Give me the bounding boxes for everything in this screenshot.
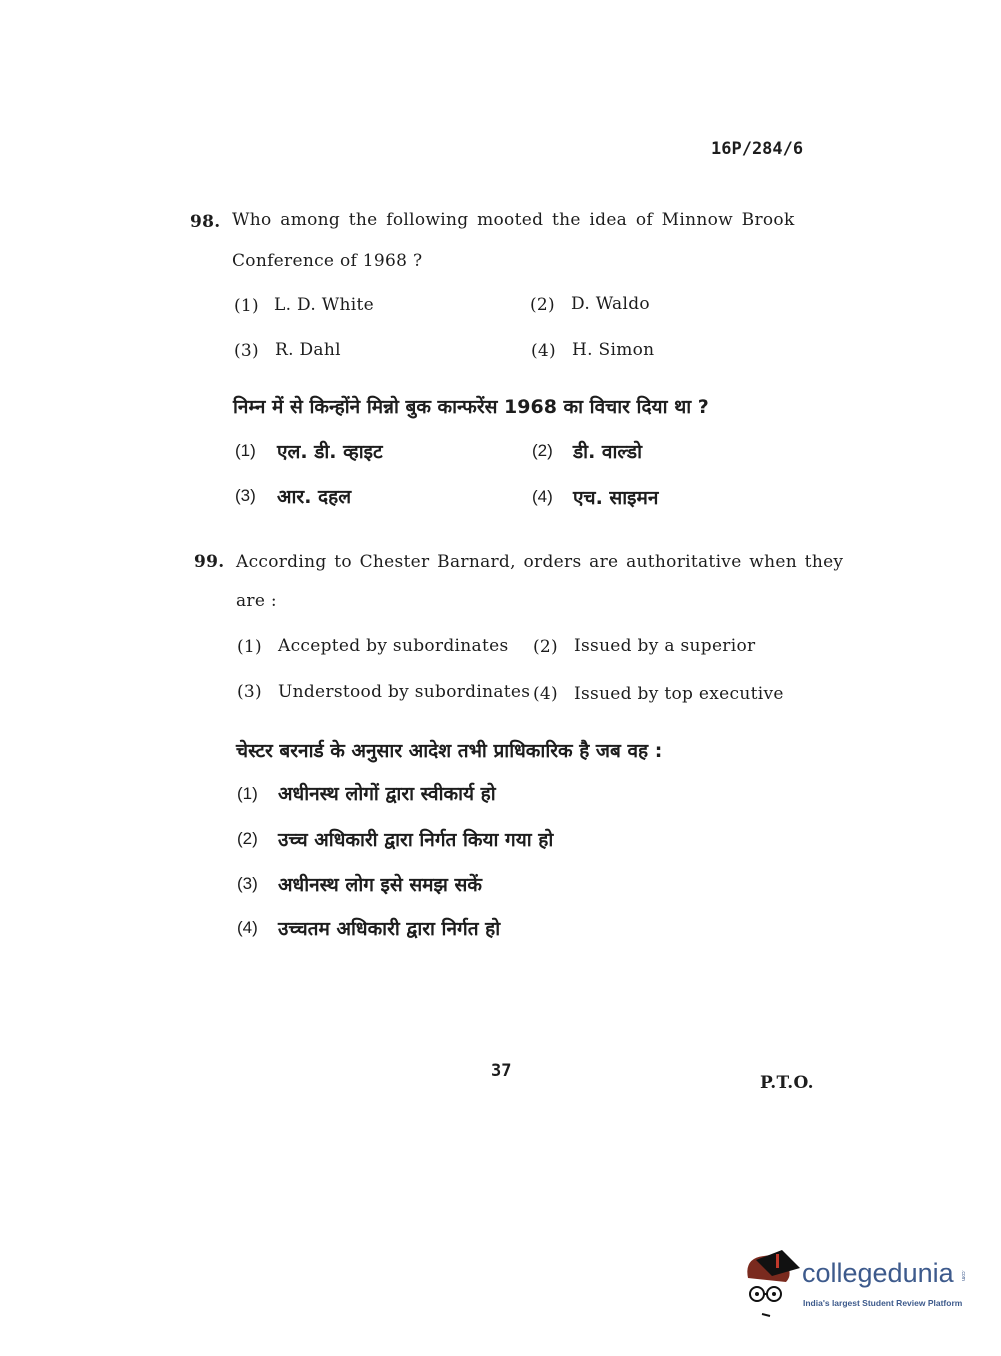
logo-domain: .com <box>960 1270 966 1281</box>
hindi-option-text: अधीनस्थ लोग इसे समझ सकें <box>278 874 482 896</box>
option-number: (3) <box>237 682 262 702</box>
question-text: are : <box>236 591 277 611</box>
logo-tagline: India's largest Student Review Platform <box>803 1298 963 1308</box>
question-number: 99. <box>194 552 225 572</box>
hindi-option-text: एच. साइमन <box>573 487 659 509</box>
option-text: Issued by a superior <box>574 636 756 656</box>
option-number: (1) <box>237 637 262 657</box>
hindi-question-text: चेस्टर बरनार्ड के अनुसार आदेश तभी प्राधिकारिक है जब वह : <box>236 740 663 762</box>
option-text: R. Dahl <box>275 340 341 360</box>
question-number: 98. <box>190 212 221 232</box>
option-number: (1) <box>234 296 259 316</box>
hindi-option-text: उच्च अधिकारी द्वारा निर्गत किया गया हो <box>278 829 554 851</box>
option-number: (1) <box>237 784 258 803</box>
option-number: (4) <box>237 918 258 937</box>
question-text: Who among the following mooted the idea of Minnow Brook <box>232 210 795 230</box>
question-text: According to Chester Barnard, orders are authoritative when they <box>236 552 844 572</box>
option-number: (4) <box>533 684 558 704</box>
option-text: D. Waldo <box>571 294 650 314</box>
logo-brand: collegedunia <box>802 1258 954 1288</box>
option-number: (2) <box>530 295 555 315</box>
hindi-question-text: निम्न में से किन्होंने मिन्नो बुक कान्फरेंस 1968 का विचार दिया था ? <box>233 396 709 418</box>
hindi-option-text: उच्चतम अधिकारी द्वारा निर्गत हो <box>278 918 501 940</box>
option-text: Accepted by subordinates <box>278 636 509 656</box>
hindi-option-text: आर. दहल <box>277 486 352 508</box>
option-text: Understood by subordinates <box>278 682 531 702</box>
option-text: Issued by top executive <box>574 684 784 704</box>
paper-code: 16P/284/6 <box>711 139 804 159</box>
option-number: (2) <box>237 829 258 848</box>
question-text: Conference of 1968 ? <box>232 251 423 271</box>
option-number: (1) <box>235 441 256 460</box>
page-number: 37 <box>491 1061 512 1081</box>
hindi-option-text: डी. वाल्डो <box>573 441 642 463</box>
option-text: L. D. White <box>274 295 374 315</box>
mascot-icon <box>742 1248 802 1318</box>
option-number: (4) <box>532 487 553 506</box>
option-number: (2) <box>532 441 553 460</box>
option-text: H. Simon <box>572 340 655 360</box>
option-number: (4) <box>531 341 556 361</box>
collegedunia-logo <box>742 1248 968 1318</box>
option-number: (3) <box>234 341 259 361</box>
option-number: (3) <box>237 874 258 893</box>
hindi-option-text: अधीनस्थ लोगों द्वारा स्वीकार्य हो <box>278 783 496 805</box>
pto-label: P.T.O. <box>760 1073 814 1093</box>
option-number: (3) <box>235 486 256 505</box>
option-number: (2) <box>533 637 558 657</box>
hindi-option-text: एल. डी. व्हाइट <box>277 441 383 463</box>
